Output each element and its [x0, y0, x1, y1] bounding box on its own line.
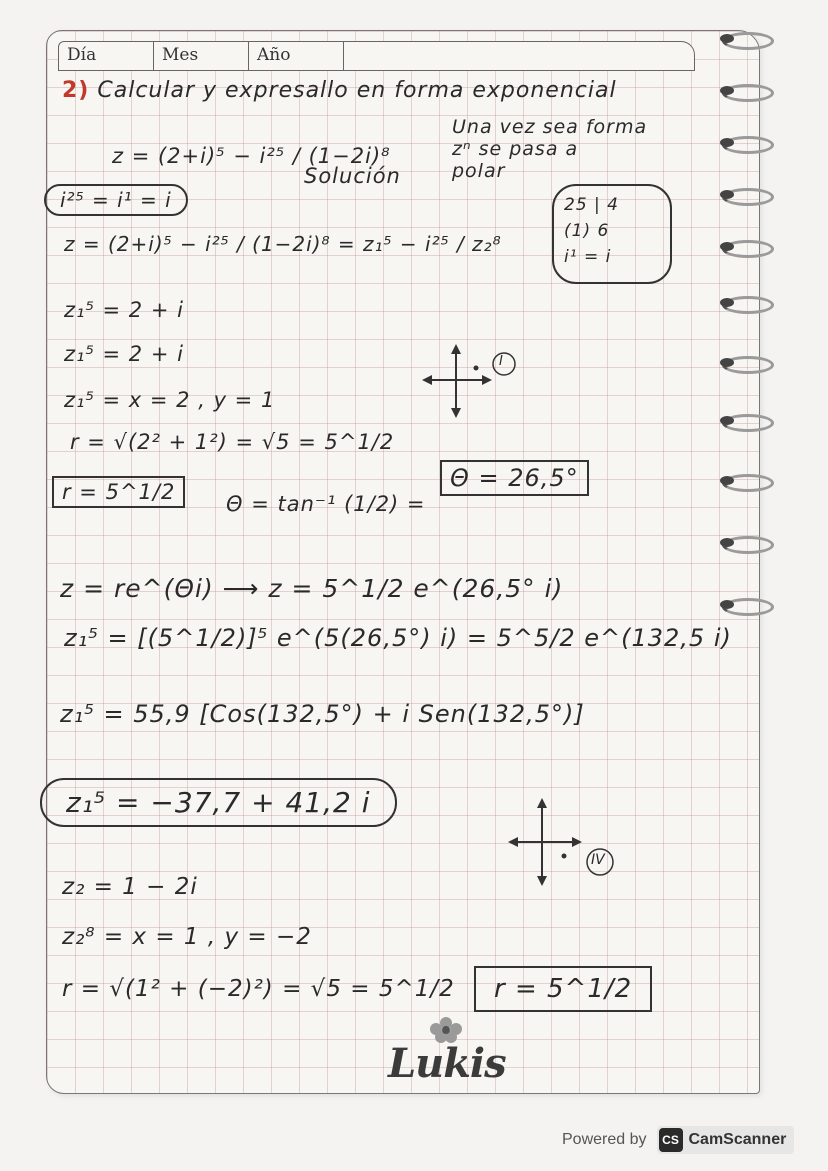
- equation-line: z₂ = 1 − 2i: [62, 874, 198, 900]
- lukis-logo: Lukis: [388, 1040, 506, 1087]
- side-note: [452, 116, 692, 182]
- exponent-cloud: i²⁵ = i¹ = i: [44, 184, 188, 216]
- year-label: Año: [249, 42, 344, 70]
- equation-line: z = (2+i)⁵ − i²⁵ / (1−2i)⁸ = z₁⁵ − i²⁵ / z₂⁸: [64, 232, 502, 256]
- modulus-result-box: r = 5^1/2: [52, 476, 185, 508]
- problem-statement: Calcular y expresallo en forma exponencial: [97, 78, 617, 103]
- division-line: (1) 6: [564, 221, 610, 241]
- axes-quadrant-4-icon: [506, 796, 622, 888]
- division-line: 25 | 4: [564, 195, 619, 215]
- side-note-line: zⁿ se pasa a: [452, 138, 579, 160]
- solution-label: Solución: [304, 164, 401, 188]
- day-label: Día: [59, 42, 154, 70]
- problem-number: 2): [62, 78, 90, 103]
- division-line: i¹ = i: [564, 247, 612, 267]
- header-blank: [344, 42, 694, 70]
- modulus-result-box: r = 5^1/2: [474, 966, 652, 1012]
- equation-line: z₂⁸ = x = 1 , y = −2: [62, 924, 312, 950]
- equation-line: z₁⁵ = x = 2 , y = 1: [64, 388, 276, 412]
- camscanner-footer: [562, 1126, 794, 1154]
- camscanner-badge[interactable]: [657, 1126, 795, 1154]
- side-note-line: Una vez sea forma: [452, 116, 648, 138]
- camscanner-logo-icon: CS: [659, 1128, 683, 1152]
- quadrant-label: I: [499, 354, 503, 369]
- equation-line: z₁⁵ = 2 + i: [64, 342, 184, 366]
- axes-quadrant-1-icon: [420, 342, 520, 420]
- result-cloud: z₁⁵ = −37,7 + 41,2 i: [40, 778, 397, 827]
- equation-line: z = re^(Θi) ⟶ z = 5^1/2 e^(26,5° i): [60, 574, 564, 603]
- equation-line: z = (2+i)⁵ − i²⁵ / (1−2i)⁸: [112, 144, 391, 168]
- angle-result-box: Θ = 26,5°: [440, 460, 589, 496]
- quadrant-label: IV: [591, 852, 605, 868]
- division-box: [552, 184, 672, 284]
- month-label: Mes: [154, 42, 249, 70]
- date-header: [58, 41, 695, 71]
- equation-line: r = √(2² + 1²) = √5 = 5^1/2: [70, 430, 395, 454]
- equation-line: r = √(1² + (−2)²) = √5 = 5^1/2: [62, 976, 455, 1002]
- problem-title: [62, 78, 617, 103]
- angle-equation: Θ = tan⁻¹ (1/2) =: [226, 492, 426, 516]
- powered-by-label: Powered by: [562, 1131, 647, 1148]
- equation-line: z₁⁵ = 55,9 [Cos(132,5°) + i Sen(132,5°)]: [60, 700, 585, 728]
- equation-line: z₁⁵ = [(5^1/2)]⁵ e^(5(26,5°) i) = 5^5/2 e^(132,5 i): [64, 624, 732, 652]
- camscanner-name: CamScanner: [688, 1131, 787, 1148]
- side-note-line: polar: [452, 160, 506, 182]
- equation-line: z₁⁵ = 2 + i: [64, 298, 184, 322]
